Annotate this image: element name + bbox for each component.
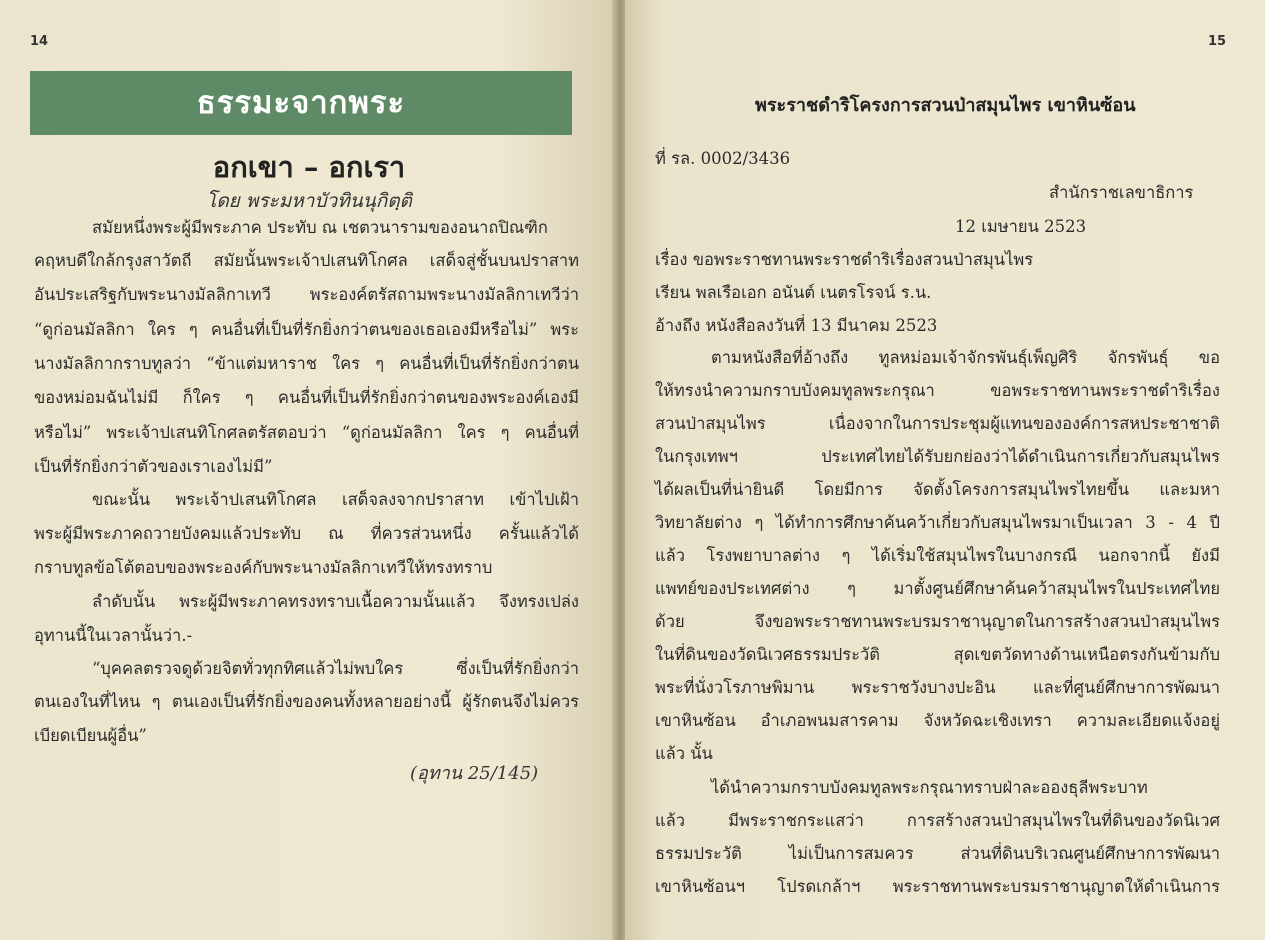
text-line: ด้วย จึงขอพระราชทานพระบรมราชานุญาตในการสร้างสวนป่าสมุนไพร bbox=[655, 612, 1220, 631]
text-line: ให้ทรงนำความกราบบังคมทูลพระกรุณา ขอพระราชทานพระราชดำริเรื่อง bbox=[655, 381, 1220, 400]
text-line: ในที่ดินของวัดนิเวศธรรมประวัติ สุดเขตวัดทางด้านเหนือตรงกันข้ามกับ bbox=[655, 645, 1220, 664]
sender-office: สำนักราชเลขาธิการ bbox=[1049, 183, 1194, 202]
text-line: ตามหนังสือที่อ้างถึง ทูลหม่อมเจ้าจักรพันธุ์เพ็ญศิริ จักรพันธุ์ ขอ bbox=[711, 348, 1220, 367]
letter-title: พระราชดำริโครงการสวนป่าสมุนไพร เขาหินซ้อน bbox=[755, 95, 1136, 116]
left-page bbox=[0, 0, 618, 940]
text-line: “ดูก่อนมัลลิกา ใคร ๆ คนอื่นที่เป็นที่รักยิ่งกว่าตนของเธอเองมีหรือไม่” พระ bbox=[34, 320, 579, 339]
banner-title: ธรรมะจากพระ bbox=[30, 71, 572, 135]
text-line: พระผู้มีพระภาคถวายบังคมแล้วประทับ ณ ที่ควรส่วนหนึ่ง ครั้นแล้วได้ bbox=[34, 524, 579, 543]
article-byline: โดย พระมหาบัวทินนุกิตฺติ bbox=[206, 190, 412, 212]
text-line: พระที่นั่งวโรภาษพิมาน พระราชวังบางปะอิน และที่ศูนย์ศึกษาการพัฒนา bbox=[655, 678, 1220, 697]
page-number: 15 bbox=[1208, 34, 1227, 49]
text-line: วิทยาลัยต่าง ๆ ได้ทำการศึกษาค้นคว้าเกี่ยวกับสมุนไพรมาเป็นเวลา 3 - 4 ปี bbox=[655, 513, 1220, 532]
text-line: ของหม่อมฉันไม่มี ก็ใคร ๆ คนอื่นที่เป็นที่รักยิ่งกว่าตนของพระองค์เองมี bbox=[34, 388, 579, 407]
letter-reference: อ้างถึง หนังสือลงวันที่ 13 มีนาคม 2523 bbox=[655, 316, 938, 335]
text-line: อุทานนี้ในเวลานั้นว่า.- bbox=[34, 626, 193, 645]
text-line: แล้ว โรงพยาบาลต่าง ๆ ได้เริ่มใช้สมุนไพรในบางกรณี นอกจากนี้ ยังมี bbox=[655, 546, 1220, 565]
text-line: กราบทูลข้อโต้ตอบของพระองค์กับพระนางมัลลิกาเทวีให้ทรงทราบ bbox=[34, 558, 493, 577]
text-line: แพทย์ของประเทศต่าง ๆ มาตั้งศูนย์ศึกษาค้นคว้าสมุนไพรในประเทศไทย bbox=[655, 579, 1220, 598]
letter-salutation: เรียน พลเรือเอก อนันต์ เนตรโรจน์ ร.น. bbox=[655, 283, 932, 302]
article-subtitle: อกเขา – อกเรา bbox=[212, 150, 406, 184]
text-line: เขาหินซ้อน อำเภอพนมสารคาม จังหวัดฉะเชิงเทรา ความละเอียดแจ้งอยู่ bbox=[655, 711, 1220, 730]
text-line: อันประเสริฐกับพระนางมัลลิกาเทวี พระองค์ตรัสถามพระนางมัลลิกาเทวีว่า bbox=[34, 285, 579, 304]
text-line: เบียดเบียนผู้อื่น” bbox=[34, 726, 147, 745]
text-line: ได้นำความกราบบังคมทูลพระกรุณาทราบฝ่าละอองธุลีพระบาท bbox=[711, 778, 1148, 797]
text-line: นางมัลลิกากราบทูลว่า “ข้าแต่มหาราช ใคร ๆ คนอื่นที่เป็นที่รักยิ่งกว่าตน bbox=[34, 354, 579, 373]
text-line: ธรรมประวัติ ไม่เป็นการสมควร ส่วนที่ดินบริเวณศูนย์ศึกษาการพัฒนา bbox=[655, 844, 1220, 863]
reference-number: ที่ รล. 0002/3436 bbox=[655, 149, 791, 168]
text-line: คฤหบดีใกล้กรุงสาวัตถี สมัยนั้นพระเจ้าปเสนทิโกศล เสด็จสู่ชั้นบนปราสาท bbox=[34, 251, 579, 270]
text-line: “บุคคลตรวจดูด้วยจิตทั่วทุกทิศแล้วไม่พบใคร ซึ่งเป็นที่รักยิ่งกว่า bbox=[92, 659, 579, 678]
text-line: แล้ว นั้น bbox=[655, 744, 713, 763]
text-line: เป็นที่รักยิ่งกว่าตัวของเราเองไม่มี” bbox=[34, 457, 273, 476]
text-line: เขาหินซ้อนฯ โปรดเกล้าฯ พระราชทานพระบรมราชานุญาตให้ดำเนินการ bbox=[655, 877, 1220, 896]
text-line: ในกรุงเทพฯ ประเทศไทยได้รับยกย่องว่าได้ดำเนินการเกี่ยวกับสมุนไพร bbox=[655, 447, 1220, 466]
text-line: หรือไม่” พระเจ้าปเสนทิโกศลตรัสตอบว่า “ดูก่อนมัลลิกา ใคร ๆ คนอื่นที่ bbox=[34, 423, 579, 442]
text-line: ลำดับนั้น พระผู้มีพระภาคทรงทราบเนื้อความนั้นแล้ว จึงทรงเปล่ง bbox=[92, 592, 579, 611]
text-line: แล้ว มีพระราชกระแสว่า การสร้างสวนป่าสมุนไพรในที่ดินของวัดนิเวศ bbox=[655, 811, 1220, 830]
text-line: ตนเองในที่ไหน ๆ ตนเองเป็นที่รักยิ่งของคนทั้งหลายอย่างนี้ ผู้รักตนจึงไม่ควร bbox=[34, 692, 579, 711]
citation: (อุทาน 25/145) bbox=[410, 763, 539, 784]
text-line: ขณะนั้น พระเจ้าปเสนทิโกศล เสด็จลงจากปราสาท เข้าไปเฝ้า bbox=[92, 490, 579, 509]
text-line: ได้ผลเป็นที่น่ายินดี โดยมีการ จัดตั้งโครงการสมุนไพรไทยขึ้น และมหา bbox=[655, 480, 1220, 499]
letter-date: 12 เมษายน 2523 bbox=[955, 217, 1087, 236]
text-line: สมัยหนึ่งพระผู้มีพระภาค ประทับ ณ เชตวนารามของอนาถปิณฑิก bbox=[92, 218, 548, 237]
right-page bbox=[625, 0, 1265, 940]
page-number: 14 bbox=[30, 34, 49, 49]
letter-subject: เรื่อง ขอพระราชทานพระราชดำริเรื่องสวนป่าสมุนไพร bbox=[655, 250, 1034, 269]
text-line: สวนป่าสมุนไพร เนื่องจากในการประชุมผู้แทนขององค์การสหประชาชาติ bbox=[655, 414, 1220, 433]
